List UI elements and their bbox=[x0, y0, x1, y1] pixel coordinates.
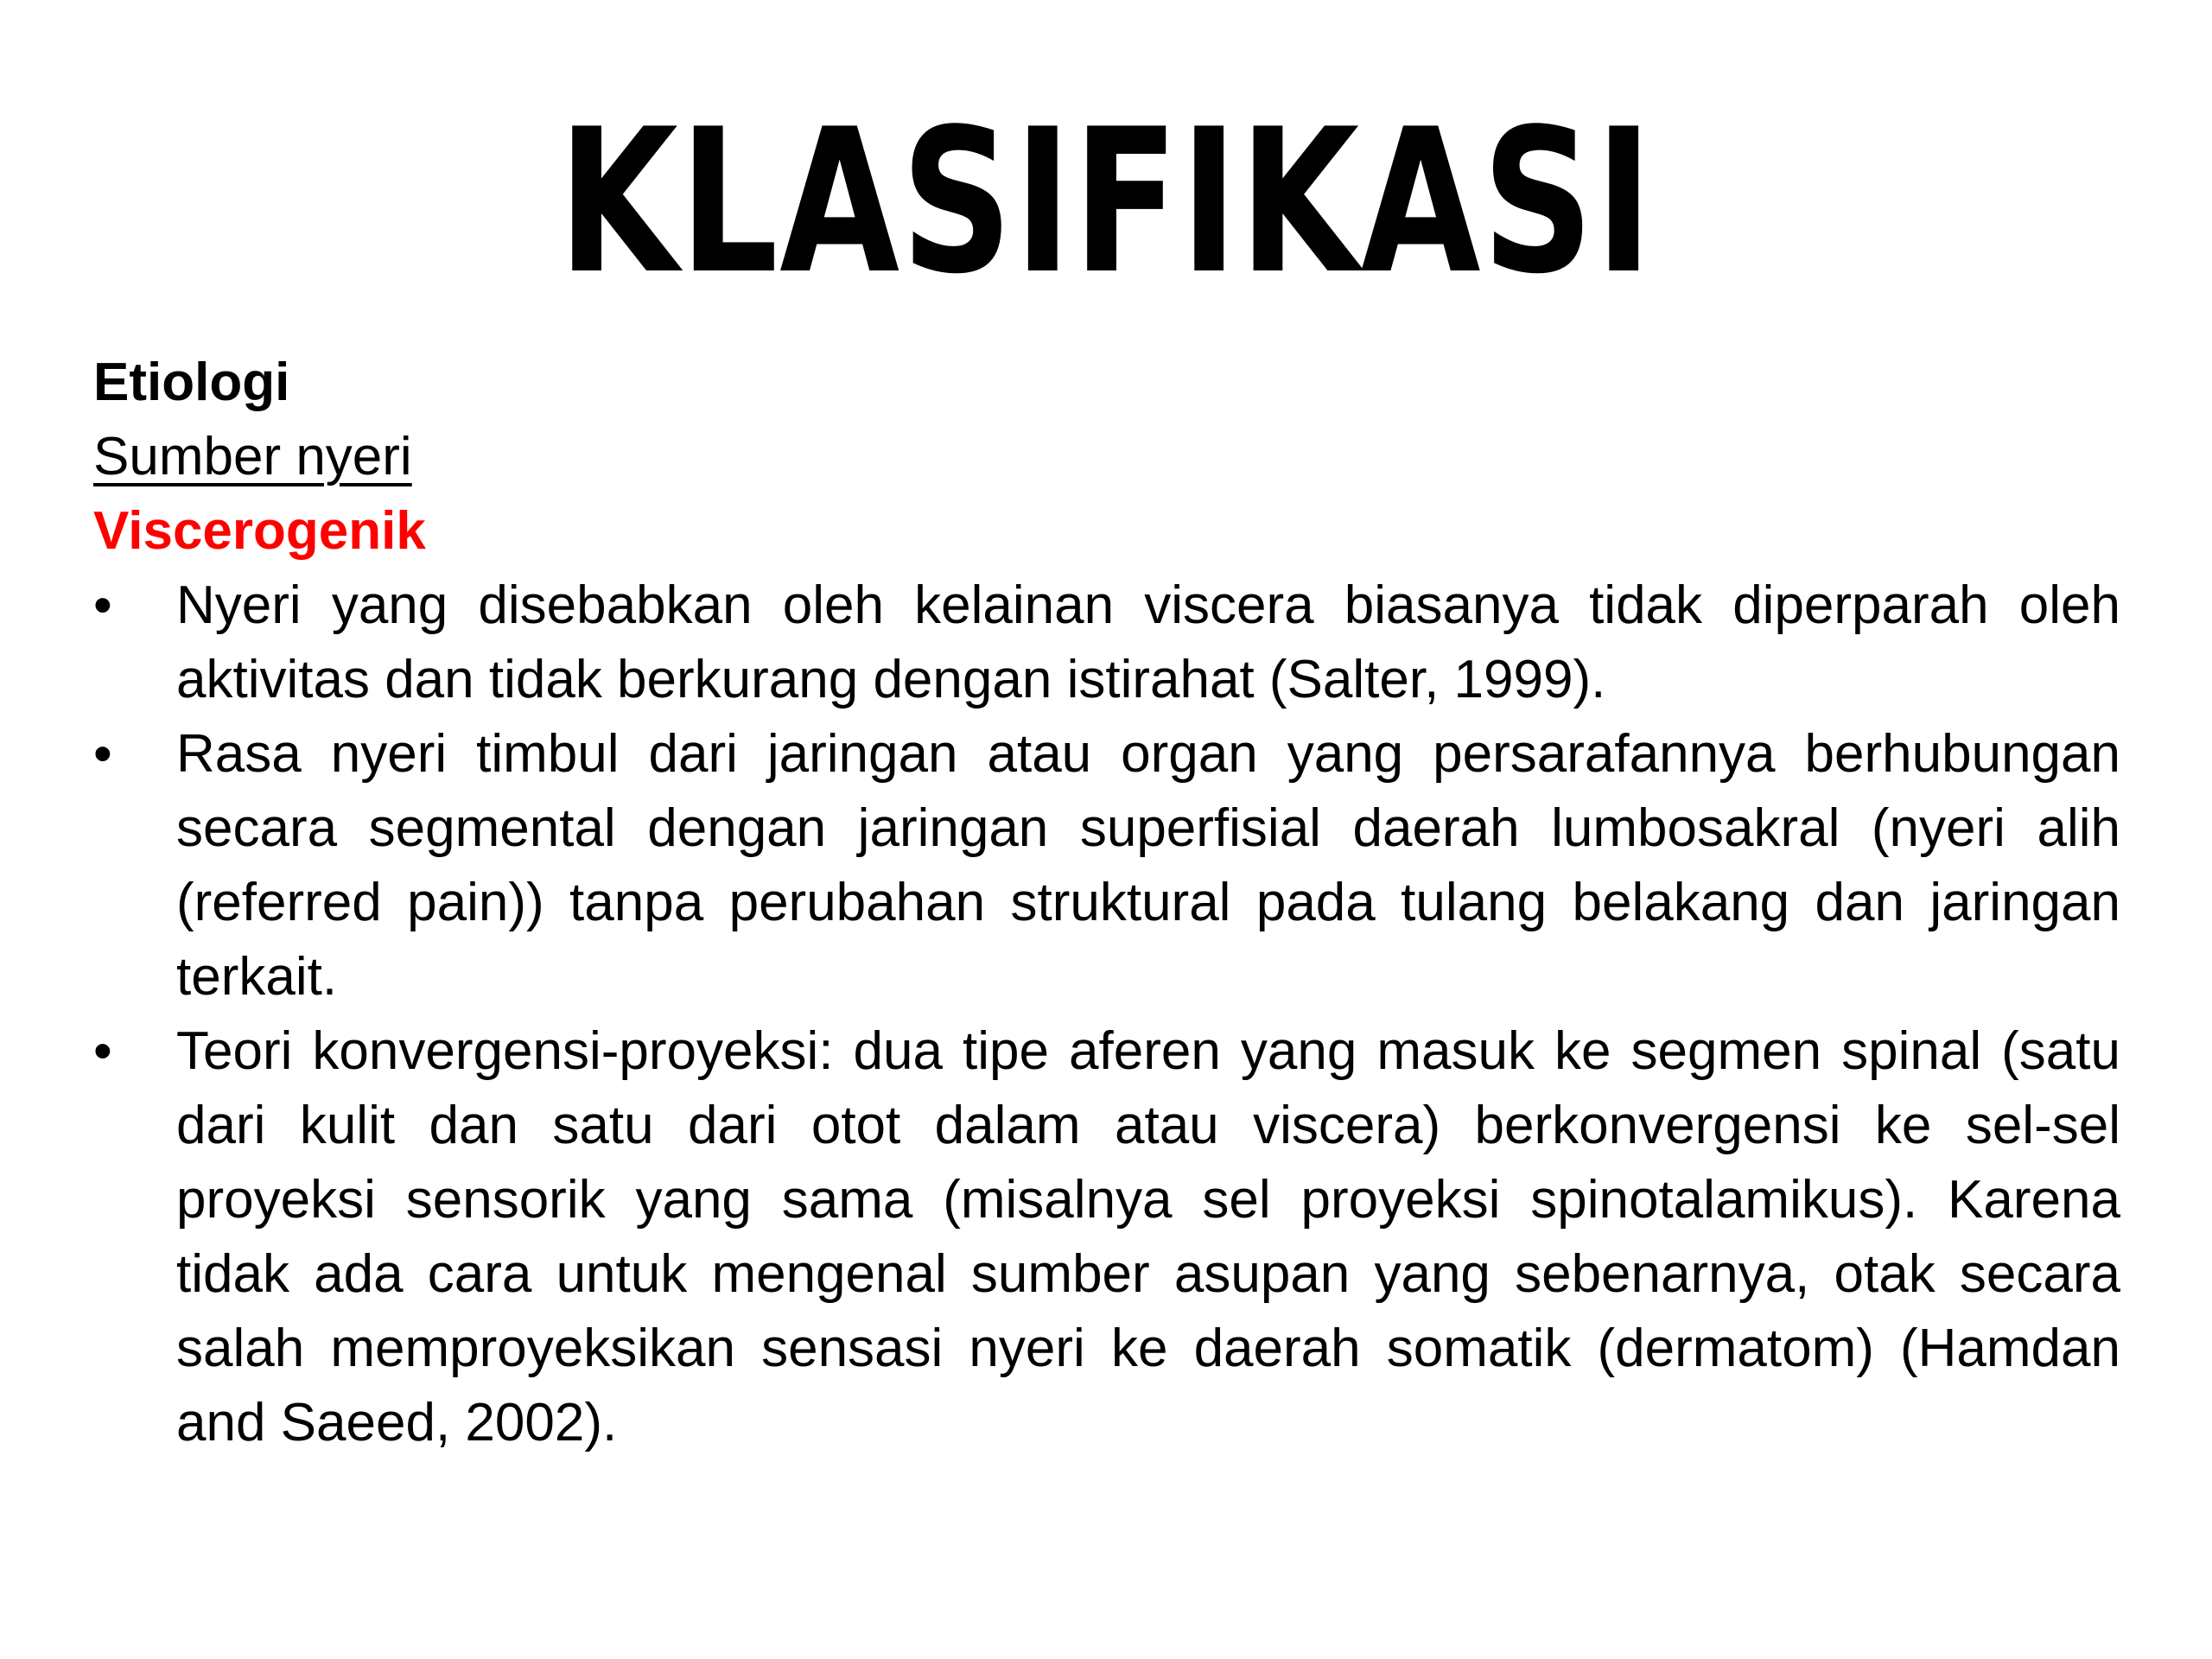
bullet-text: Rasa nyeri timbul dari jaringan atau organ yang persarafannya berhubungan secara segmental dengan jaringan superfisial daerah lumbosakral (nyeri alih (referred pain)) tanpa perubahan struktural pada tulang belakang dan jaringan terkait. bbox=[176, 724, 2120, 1007]
bullet-text: Teori konvergensi-proyeksi: dua tipe aferen yang masuk ke segmen spinal (satu dari kulit dan satu dari otot dalam atau viscera) berkonvergensi ke sel-sel proyeksi sensorik yang sama (misalnya sel proyeksi spinotalamikus). Karena tidak ada cara untuk mengenal sumber asupan yang sebenarnya, otak secara salah memproyeksikan sensasi nyeri ke daerah somatik (dermatom) (Hamdan and Saeed, 2002). bbox=[176, 1021, 2120, 1452]
bullet-list bbox=[93, 569, 2120, 1460]
viscerogenik-subheading: Viscerogenik bbox=[93, 501, 426, 561]
bullet-item bbox=[93, 569, 2120, 717]
bullet-icon: • bbox=[93, 575, 112, 635]
bullet-item bbox=[93, 1014, 2120, 1460]
bullet-text: Nyeri yang disebabkan oleh kelainan viscera biasanya tidak diperparah oleh aktivitas dan tidak berkurang dengan istirahat (Salter, 1999). bbox=[176, 575, 2120, 709]
slide-title: KLASIFIKASI bbox=[557, 87, 1655, 318]
etiologi-heading: Etiologi bbox=[93, 353, 290, 412]
bullet-icon: • bbox=[93, 724, 112, 784]
slide-content bbox=[93, 346, 2120, 1460]
sumber-nyeri-heading: Sumber nyeri bbox=[93, 427, 412, 486]
bullet-item bbox=[93, 717, 2120, 1014]
bullet-icon: • bbox=[93, 1021, 112, 1081]
